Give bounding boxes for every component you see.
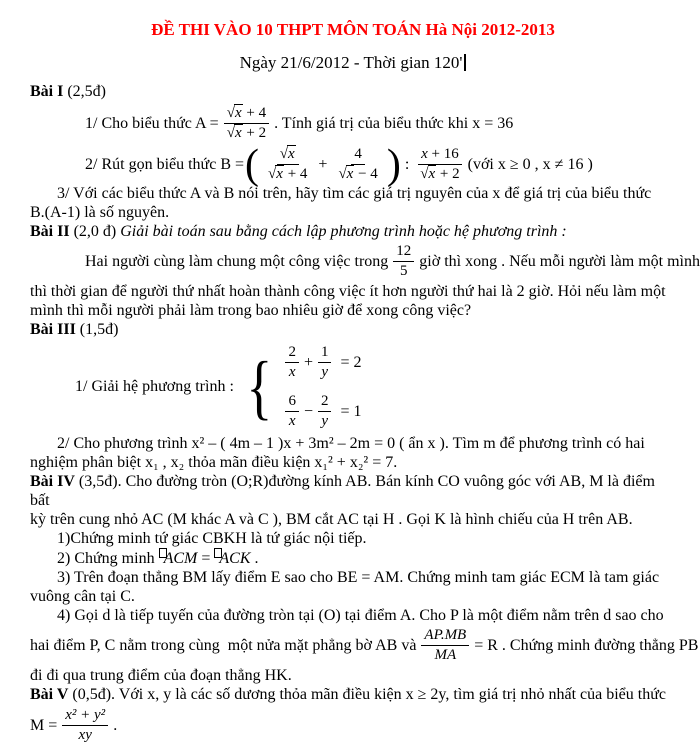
- divide-operator: :: [404, 155, 410, 173]
- fraction-m: $\frac{\text{x² + y²}}{xy}$: [62, 707, 108, 744]
- sqrt-symbol: √: [279, 146, 288, 162]
- bai2-p1-before: Hai người cùng làm chung một công việc trong: [85, 252, 389, 270]
- equation-1-rhs: = 2: [340, 353, 362, 371]
- bai4-item1: 1)Chứng minh tứ giác CBKH là tứ giác nội tiếp.: [57, 530, 367, 547]
- fraction-2-y: $\frac{2}{y}$: [318, 393, 332, 430]
- equation-2-rhs: = 1: [340, 402, 362, 420]
- bai4-header: [30, 472, 676, 510]
- fraction-b2: $\frac{4}{√x - 4}$: [338, 146, 378, 182]
- equation-1: [280, 344, 361, 381]
- equals-sign: =: [201, 550, 211, 567]
- sqrt-symbol: √: [268, 166, 277, 182]
- bai4-item4-line2: [30, 627, 699, 664]
- bai2-intro: Giải bài toán sau bằng cách lập phương trình hoặc hệ phương trình :: [120, 223, 567, 240]
- bai2-label: Bài II: [30, 223, 70, 240]
- bai4-intro-line1: Cho đường tròn (O;R)đường kính AB. Bán kính CO vuông góc với AB, M là điểm bất: [30, 473, 655, 509]
- bai1-item2: 2/ Rút gọn biểu thức B = ( $\frac{√x}{√x + 4}$ + $\frac{4}{√x - 4}$ ) : $\frac{x + 16}{√x + 2}$ (với x ≥ 0 , x ≠ 16 ): [85, 141, 593, 188]
- bai5-label: Bài V: [30, 686, 69, 703]
- bai3-item1: 1/ Giải hệ phương trình : { $\frac{2}{x}$ + $\frac{1}{y}$ = 2 $\frac{6}{x}$ − $\frac{2}{y}$ = 1: [75, 344, 362, 429]
- fraction-6-x: $\frac{6}{x}$: [285, 393, 299, 430]
- sqrt-symbol: √: [226, 105, 235, 121]
- bai2-paragraph-line1: [30, 243, 700, 280]
- angle-ack: ACK: [219, 550, 251, 567]
- bai4-item2-before: 2) Chứng minh: [57, 550, 155, 567]
- fraction-12-5: $\frac{12}{5}$: [393, 243, 414, 280]
- bai3-label: Bài III: [30, 321, 76, 338]
- sqrt-symbol: √: [226, 125, 235, 141]
- bai3-item1-prefix: 1/ Giải hệ phương trình :: [75, 378, 234, 395]
- bai5-suffix: .: [113, 716, 118, 734]
- bai2-p1-after: giờ thì xong . Nếu mỗi người làm một mình: [419, 252, 700, 270]
- bai2-paragraph-line2: thì thời gian để người thứ nhất hoàn thành công việc ít hơn người thứ hai là 2 giờ. Hỏi nếu làm một: [30, 283, 666, 300]
- bai3-points: (1,5đ): [79, 321, 119, 338]
- bai5-intro: Với x, y là các số dương thỏa mãn điều kiện x ≥ 2y, tìm giá trị nhỏ nhất của biểu thức: [118, 686, 666, 703]
- subtitle-text: Ngày 21/6/2012 - Thời gian 120': [239, 53, 463, 72]
- page-subtitle: [30, 53, 676, 73]
- plus-operator: +: [318, 155, 328, 173]
- minus-operator: −: [303, 402, 313, 420]
- equation-2: [280, 393, 361, 430]
- bai1-item3-line2: B.(A-1) là số nguyên.: [30, 204, 170, 221]
- bai4-item2: [30, 548, 676, 568]
- bai4-points: (3,5đ).: [78, 473, 122, 490]
- bai2-header: [30, 222, 676, 241]
- fraction-a: $\frac{√x + 4}{√x + 2}$: [224, 105, 269, 142]
- text-cursor: [464, 54, 466, 71]
- equation-system: [280, 344, 361, 430]
- bai4-item3-line1: 3) Trên đoạn thẳng BM lấy điểm E sao cho BE = AM. Chứng minh tam giác ECM là tam giác: [57, 569, 660, 586]
- bai4-item4-line1: 4) Gọi d là tiếp tuyến của đường tròn tại (O) tại điểm A. Cho P là một điểm nằm trên d sao cho: [57, 607, 664, 624]
- fraction-apmb-ma: $\frac{AP.MB}{MA}$: [421, 627, 469, 664]
- bai4-intro-line2: kỳ trên cung nhỏ AC (M khác A và C ), BM cắt AC tại H . Gọi K là hình chiếu của H trên AB.: [30, 511, 633, 528]
- bai4-item4-line3: đi đi qua trung điểm của đoạn thẳng HK.: [30, 667, 292, 684]
- bai2-paragraph-line3: mình thì mỗi người phải làm trong bao nhiêu giờ để xong công việc?: [30, 302, 472, 319]
- bai3-header: [30, 320, 676, 339]
- bai4-item3-line2: vuông cân tại C.: [30, 588, 135, 605]
- bai5-formula: [30, 707, 676, 744]
- bai5-points: (0,5đ).: [72, 686, 116, 703]
- fraction-b1: $\frac{√x}{√x + 4}$: [268, 146, 308, 182]
- bai5-m-prefix: M =: [30, 716, 58, 734]
- bai1-item1: [30, 105, 676, 142]
- bai1-item3-line1: 3/ Với các biểu thức A và B nói trên, hãy tìm các giá trị nguyên của x để giá trị của biểu thức: [57, 185, 652, 202]
- bai1-item1-prefix: 1/ Cho biểu thức A =: [85, 114, 219, 132]
- bai4-label: Bài IV: [30, 473, 75, 490]
- fraction-b3: $\frac{x + 16}{√x + 2}$: [417, 146, 462, 183]
- plus-operator: +: [303, 353, 313, 371]
- page-title: ĐỀ THI VÀO 10 THPT MÔN TOÁN Hà Nội 2012-2013: [151, 20, 555, 39]
- bai3-item2-line2: nghiệm phân biệt x₁ , x₂ thỏa mãn điều kiện x₁² + x₂² = 7.: [30, 454, 398, 471]
- bai1-points: (2,5đ): [67, 83, 106, 100]
- bai1-item2-suffix: (với x ≥ 0 , x ≠ 16 ): [467, 155, 593, 173]
- bai1-header: [30, 82, 676, 101]
- angle-acm: ACM: [163, 550, 198, 567]
- fraction-2-x: $\frac{2}{x}$: [285, 344, 299, 381]
- bai1-item1-suffix: . Tính giá trị của biểu thức khi x = 36: [274, 114, 514, 132]
- bai5-header: [30, 685, 676, 704]
- sqrt-symbol: √: [420, 166, 429, 182]
- bai3-item2-line1: 2/ Cho phương trình x² – ( 4m – 1 )x + 3m² – 2m = 0 ( ẩn x ). Tìm m để phương trình có hai: [57, 435, 645, 452]
- bai2-points: (2,0 đ): [73, 223, 117, 240]
- fraction-1-y: $\frac{1}{y}$: [318, 344, 332, 381]
- sqrt-symbol: √: [338, 166, 347, 182]
- bai1-item2-prefix: 2/ Rút gọn biểu thức B =: [85, 155, 245, 173]
- bai4-item4-line2-after: = R . Chứng minh đường thẳng PB: [474, 636, 699, 654]
- bai4-item4-line2-before: hai điểm P, C nằm trong cùng một nửa mặt phẳng bờ AB và: [30, 636, 417, 654]
- bai1-label: Bài I: [30, 83, 64, 100]
- bai4-item2-after: .: [254, 550, 259, 567]
